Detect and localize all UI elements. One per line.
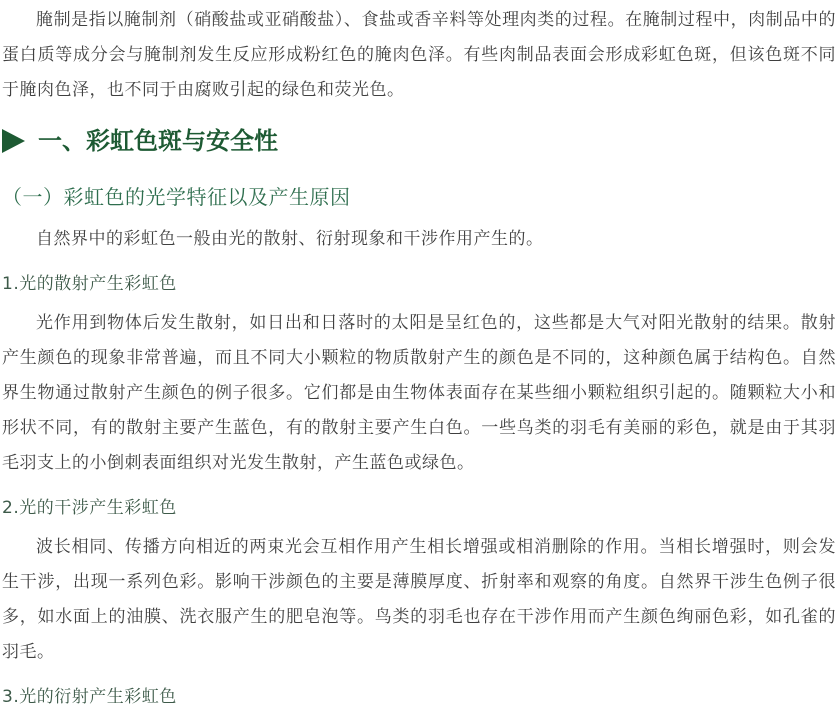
section-heading-label: 一、彩虹色斑与安全性	[38, 127, 278, 155]
triangle-marker-icon	[2, 129, 25, 153]
paragraph-interference: 波长相同、传播方向相近的两束光会互相作用产生相长增强或相消删除的作用。当相长增强时，则会发生干涉，出现一系列色彩。影响干涉颜色的主要是薄膜厚度、折射率和观察的角度。自然界干涉生色例子很多，如水面上的油膜、洗衣服产生的肥皂泡等。鸟类的羽毛也存在干涉作用而产生颜色绚丽色彩，如孔雀的羽毛。	[2, 537, 836, 662]
paragraph-scattering: 光作用到物体后发生散射，如日出和日落时的太阳是呈红色的，这些都是大气对阳光散射的结果。散射产生颜色的现象非常普遍，而且不同大小颗粒的物质散射产生的颜色是不同的，这种颜色属于结构色。自然界生物通过散射产生颜色的例子很多。它们都是由生物体表面存在某些细小颗粒组织引起的。随颗粒大小和形状不同，有的散射主要产生蓝色，有的散射主要产生白色。一些鸟类的羽毛有美丽的彩色，就是由于其羽毛羽支上的小倒刺表面组织对光发生散射，产生蓝色或绿色。	[2, 313, 836, 473]
numbered-heading-diffraction: 3.光的衍射产生彩虹色	[2, 687, 177, 707]
intro-paragraph: 腌制是指以腌制剂（硝酸盐或亚硝酸盐）、食盐或香辛料等处理肉类的过程。在腌制过程中，肉制品中的蛋白质等成分会与腌制剂发生反应形成粉红色的腌肉色泽。有些肉制品表面会形成彩虹色斑，但该色斑不同于腌肉色泽，也不同于由腐败引起的绿色和荧光色。	[2, 10, 836, 100]
numbered-heading-scattering: 1.光的散射产生彩虹色	[2, 274, 177, 294]
section-heading	[2, 126, 836, 156]
document-page	[0, 3, 838, 707]
subsection-heading: （一）彩虹色的光学特征以及产生原因	[2, 185, 351, 209]
numbered-heading-interference: 2.光的干涉产生彩虹色	[2, 498, 177, 518]
subsection-lead-paragraph: 自然界中的彩虹色一般由光的散射、衍射现象和干涉作用产生的。	[36, 229, 544, 249]
